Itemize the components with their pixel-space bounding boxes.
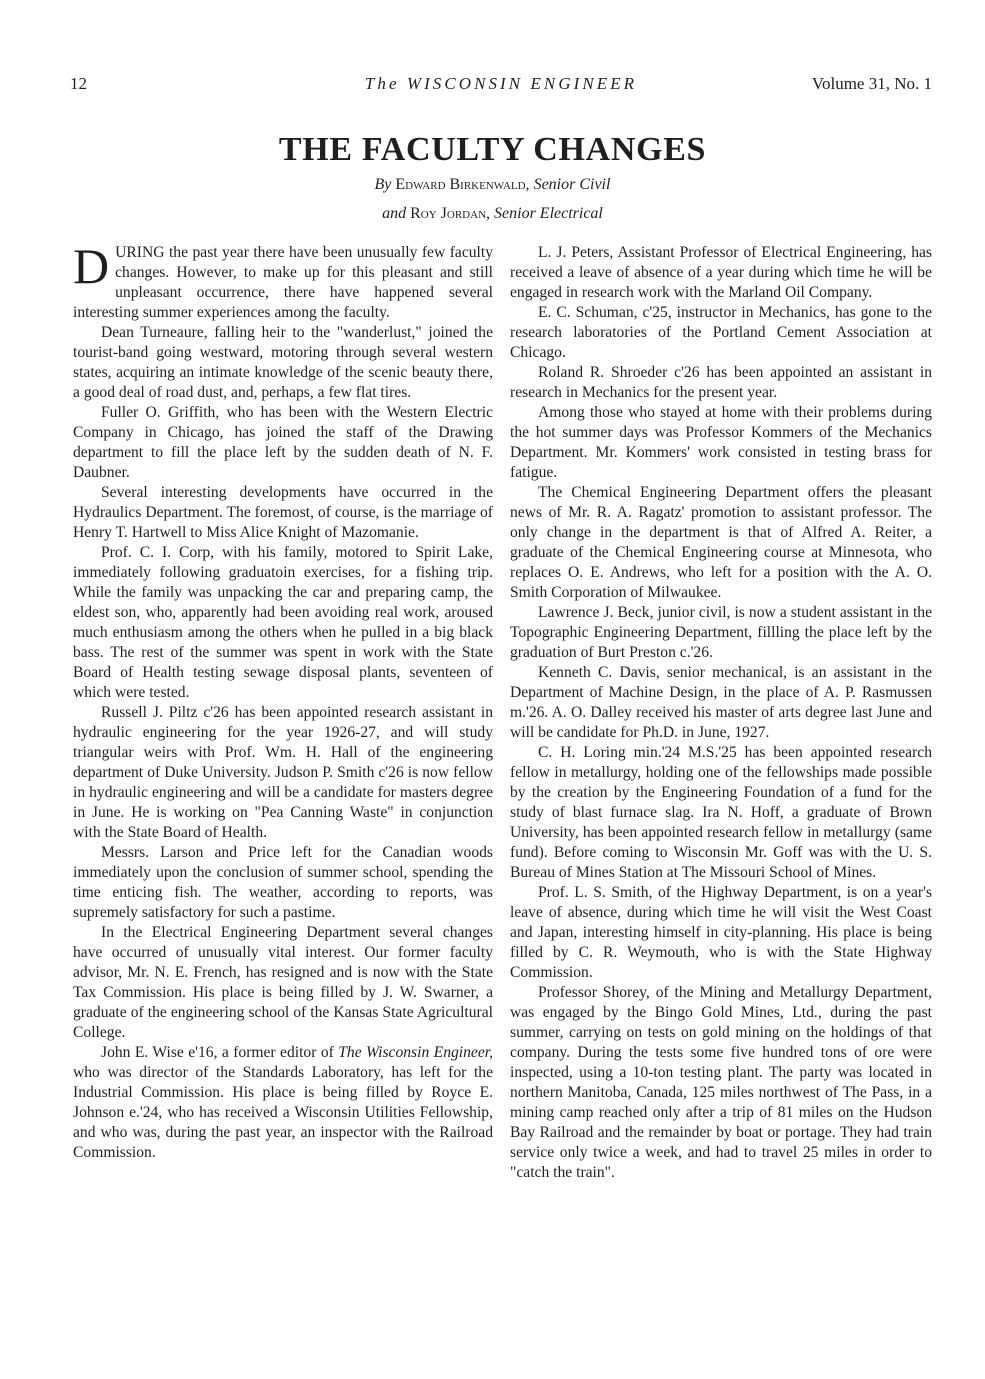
byline-author-1 [0, 176, 985, 194]
paragraph: Prof. L. S. Smith, of the Highway Department, is on a year's leave of absence, during which time he will visit the West Coast and Japan, interesting himself in city-planning. His place is being filled by C. R. Weymouth, who is with the State Highway Commission. [510, 884, 932, 981]
author-1-name: Edward Birkenwald, [395, 176, 530, 193]
page-number: 12 [70, 74, 87, 93]
right-column [510, 243, 932, 1183]
paragraph: L. J. Peters, Assistant Professor of Electrical Engineering, has received a leave of absence of a year during which time he will be engaged in research work with the Marland Oil Company. [510, 244, 932, 301]
paragraph: Kenneth C. Davis, senior mechanical, is an assistant in the Department of Machine Design, in the place of A. P. Rasmussen m.'26. A. O. Dalley received his master of arts degree last June and will be candidate for Ph.D. in June, 1927. [510, 664, 932, 741]
byline-author-2 [0, 205, 985, 223]
paragraph-text: who was director of the Standards Laboratory, has left for the Industrial Commission. His place is being filled by Royce E. Johnson e.'24, who has received a Wisconsin Utilities Fellowship, and who was, during the past year, an inspector with the Railroad Commission. [73, 1064, 493, 1161]
article-title: THE FACULTY CHANGES [278, 131, 707, 168]
publication-name: The Wisconsin Engineer, [338, 1044, 493, 1061]
paragraph: Russell J. Piltz c'26 has been appointed research assistant in hydraulic engineering for the year 1926-27, and will study triangular weirs with Prof. Wm. H. Hall of the engineering department of Duke University. Judson P. Smith c'26 is now fellow in hydraulic engineering and will be a candidate for masters degree in June. He is working on "Pea Canning Waste" in conjunction with the State Board of Health. [73, 704, 493, 841]
author-1-role: Senior Civil [533, 176, 611, 193]
paragraph: E. C. Schuman, c'25, instructor in Mechanics, has gone to the research laboratories of the Portland Cement Association at Chicago. [510, 304, 932, 361]
paragraph: Dean Turneaure, falling heir to the "wanderlust," joined the tourist-band going westward, motoring through several western states, acquiring an intimate knowledge of the scenic beauty there, a good deal of road dust, and, perhaps, a few flat tires. [73, 324, 493, 401]
paragraph: C. H. Loring min.'24 M.S.'25 has been appointed research fellow in metallurgy, holding one of the fellowships made possible by the creation by the Engineering Foundation of a fund for the study of blast furnace slag. Ira N. Hoff, a graduate of Brown University, has been appointed research fellow in metallurgy (same fund). Before coming to Wisconsin Mr. Goff was with the U. S. Bureau of Mines Station at The Missouri School of Mines. [510, 744, 932, 881]
paragraph: Messrs. Larson and Price left for the Canadian woods immediately upon the conclusion of summer school, spending the time enticing fish. The weather, according to reports, was supremely satisfactory for such a pastime. [73, 844, 493, 921]
paragraph: Fuller O. Griffith, who has been with the Western Electric Company in Chicago, has joined the staff of the Drawing department to fill the place left by the sudden death of N. F. Daubner. [73, 404, 493, 481]
running-header [70, 74, 932, 98]
paragraph [73, 238, 493, 323]
paragraph: Prof. C. I. Corp, with his family, motored to Spirit Lake, immediately following graduatoin exercises, for a fishing trip. While the family was unpacking the car and preparing camp, the eldest son, who, apparently had been avoiding real work, aroused much enthusiasm among the others when he pulled in a big black bass. The rest of the summer was spent in work with the State Board of Health testing sewage disposal plants, seventeen of which were tested. [73, 544, 493, 701]
lead-in-caps: URING [115, 244, 165, 261]
paragraph [73, 1043, 493, 1163]
paragraph: Roland R. Shroeder c'26 has been appointed an assistant in research in Mechanics for the present year. [510, 364, 932, 401]
drop-cap: D [73, 238, 110, 294]
paragraph-text: John E. Wise e'16, a former editor of [101, 1044, 339, 1061]
paragraph: Among those who stayed at home with their problems during the hot summer days was Professor Kommers of the Mechanics Department. Mr. Kommers' work consisted in testing brass for fatigue. [510, 404, 932, 481]
byline-prefix: By [374, 176, 392, 193]
author-2-name: Roy Jordan, [410, 205, 491, 222]
paragraph: The Chemical Engineering Department offers the pleasant news of Mr. R. A. Ragatz' promotion to assistant professor. The only change in the department is that of Alfred A. Reiter, a graduate of the Chemical Engineering course at Minnesota, who replaces O. E. Andrews, who left for a position with the A. O. Smith Corporation of Milwaukee. [510, 484, 932, 601]
author-2-role: Senior Electrical [494, 205, 603, 222]
paragraph: Professor Shorey, of the Mining and Metallurgy Department, was engaged by the Bingo Gold Mines, Ltd., during the past summer, carrying on tests on gold mining on the holdings of that company. During the tests some five hundred tons of ore were inspected, using a 10-ton testing plant. The party was located in northern Manitoba, Canada, 125 miles northwest of The Pass, in a mining camp reached only after a trip of 81 miles on the Hudson Bay Railroad and the remainder by boat or portage. They had train service only twice a week, and had to travel 25 miles in order to "catch the train". [510, 984, 932, 1181]
volume-issue: Volume 31, No. 1 [811, 74, 932, 93]
journal-title: The WISCONSIN ENGINEER [364, 74, 638, 93]
paragraph: Lawrence J. Beck, junior civil, is now a student assistant in the Topographic Engineering Department, fillling the place left by the graduation of Burt Preston c.'26. [510, 604, 932, 661]
paragraph-text: the past year there have been unusually few faculty changes. However, to make up for this pleasant and still unpleasant occurrence, there have happened several interesting summer experiences among the faculty. [73, 244, 493, 321]
paragraph: In the Electrical Engineering Department several changes have occurred of unusually vital interest. Our former faculty advisor, Mr. N. E. French, has resigned and is now with the State Tax Commission. His place is being filled by J. W. Swarner, a graduate of the engineering school of the Kansas State Agricultural College. [73, 924, 493, 1041]
paragraph: Several interesting developments have occurred in the Hydraulics Department. The foremost, of course, is the marriage of Henry T. Hartwell to Miss Alice Knight of Mazomanie. [73, 484, 493, 541]
byline-and: and [382, 205, 407, 222]
left-column [73, 238, 493, 1163]
